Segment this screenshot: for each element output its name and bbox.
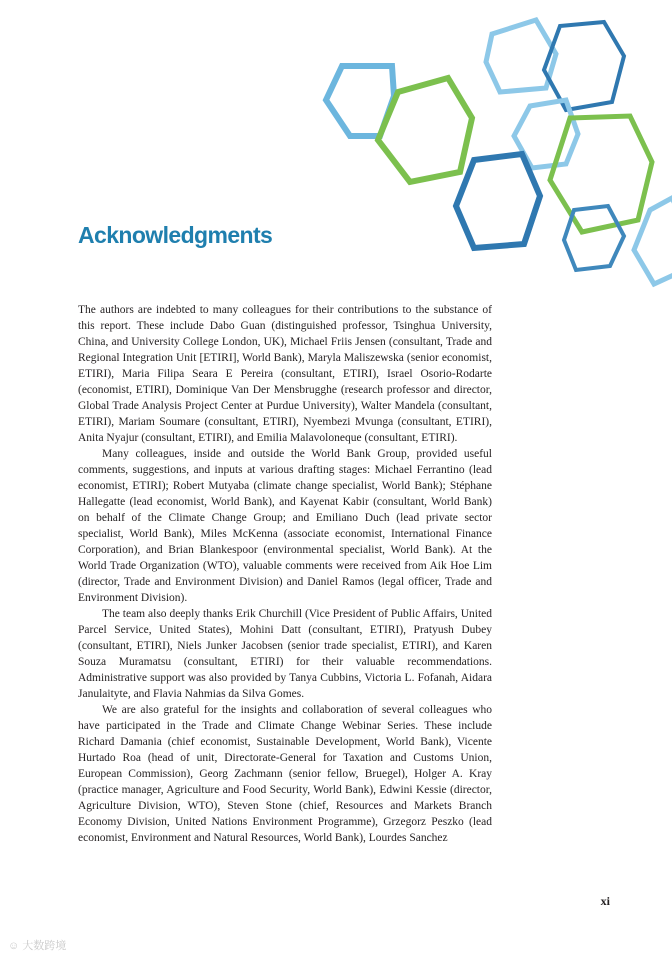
paragraph: The team also deeply thanks Erik Churchill (Vice President of Public Affairs, United Parcel Service, United States), Mohini Datt (consultant, ETIRI), Pratyush Dubey (consultant, ETIRI), Niels Junker Jacobsen (senior trade specialist, ETIRI), and Karen Souza Muramatsu (consultant, ETIRI) for their valuable recommendations. Administrative support was also provided by Tanya Cubbins, Victoria L. Fofanah, Aidara Janulaityte, and Flavia Nahmias da Silva Gomes. xyxy=(78,608,492,700)
acknowledgments-body xyxy=(78,302,492,846)
page-number: xi xyxy=(600,894,610,908)
hexagon-dark-blue-3 xyxy=(564,206,624,270)
hexagon-dark-blue-1 xyxy=(544,22,624,110)
hexagon-light-blue-2 xyxy=(486,20,556,92)
paragraph: We are also grateful for the insights and collaboration of several colleagues who have participated in the Trade and Climate Change Webinar Series. These include Richard Damania (chief economist, Sustainable Development, World Bank), Vicente Hurtado Roa (head of unit, Directorate-General for Taxation and Customs Union, European Commission), Georg Zachmann (senior fellow, Bruegel), Holger A. Kray (practice manager, Agriculture and Food Security, World Bank), Edwini Kessie (director, Agriculture Division, WTO), Steven Stone (chief, Resources and Markets Branch Economy Division, United Nations Environment Programme), Grzegorz Peszko (lead economist, Environment and Natural Resources, World Bank), Lourdes Sanchez xyxy=(78,704,492,844)
paragraph: The authors are indebted to many colleagues for their contributions to the substance of this report. These include Dabo Guan (distinguished professor, Tsinghua University, China, and University College London, UK), Michael Friis Jensen (consultant, Trade and Regional Integration Unit [ETIRI], World Bank), Maryla Maliszewska (senior economist, ETIRI), Maria Filipa Seara E Pereira (consultant, ETIRI), Israel Osorio-Rodarte (economist, ETIRI), Dominique Van Der Mensbrugghe (research professor and director, Global Trade Analysis Project Center at Purdue University), Walter Mandela (consultant, ETIRI), Mariam Soumare (consultant, ETIRI), Nyembezi Mvunga (consultant, ETIRI), Anita Nyajur (consultant, ETIRI), and Emilia Malavoloneque (consultant, ETIRI). xyxy=(78,304,492,444)
paragraph: Many colleagues, inside and outside the World Bank Group, provided useful comments, suggestions, and inputs at various drafting stages: Michael Ferrantino (lead economist, ETIRI); Robert Mutyaba (climate change specialist, World Bank); Stéphane Hallegatte (lead economist, World Bank), and Kayenat Kabir (consultant, World Bank) on behalf of the Climate Change Group; and Emiliano Duch (lead private sector specialist, World Bank), Miles McKenna (associate economist, International Finance Corporation), and Brian Blankespoor (environmental specialist, World Bank). At the World Trade Organization (WTO), valuable comments were received from Aik Hoe Lim (director, Trade and Environment Division) and Daniel Ramos (legal officer, Trade and Environment Division). xyxy=(78,448,492,604)
page-title: Acknowledgments xyxy=(78,222,273,248)
hexagon-decoration xyxy=(0,0,672,300)
hexagon-dark-blue-2 xyxy=(456,154,540,248)
hexagon-green-2 xyxy=(550,116,652,232)
watermark: ☺ 大数跨境 xyxy=(8,940,67,952)
